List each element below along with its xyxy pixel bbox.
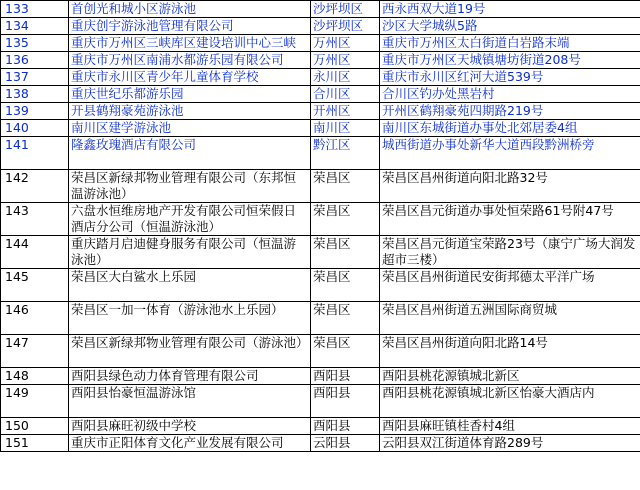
district-cell: 荣昌区 [311, 335, 380, 368]
row-number-cell: 138 [1, 86, 69, 103]
address-cell: 城西街道办事处新华大道西段黔洲桥旁 [380, 137, 640, 170]
row-number-cell: 148 [1, 368, 69, 385]
row-number-cell: 149 [1, 385, 69, 418]
venue-name-cell: 酉阳县麻旺初级中学校 [69, 418, 311, 435]
venue-name-cell: 六盘水恒维房地产开发有限公司恒荣假日酒店分公司（恒温游泳池） [69, 203, 311, 236]
row-number-cell: 139 [1, 103, 69, 120]
table-row [1, 203, 640, 236]
district-cell: 荣昌区 [311, 170, 380, 203]
address-cell: 重庆市万州区天城镇塘坊街道208号 [380, 52, 640, 69]
venue-name-cell: 重庆市永川区青少年儿童体育学校 [69, 69, 311, 86]
table-row [1, 137, 640, 170]
table-row [1, 368, 640, 385]
address-cell: 开州区鹤翔豪苑四期路219号 [380, 103, 640, 120]
row-number-cell: 134 [1, 18, 69, 35]
table-row [1, 69, 640, 86]
table-row [1, 86, 640, 103]
address-cell: 云阳县双江街道体育路289号 [380, 435, 640, 452]
table-row [1, 335, 640, 368]
venue-name-cell: 隆鑫玫瑰酒店有限公司 [69, 137, 311, 170]
venue-name-cell: 酉阳县怡豪恒温游泳馆 [69, 385, 311, 418]
district-cell: 合川区 [311, 86, 380, 103]
table-row [1, 385, 640, 418]
address-cell: 南川区东城街道办事处北郊居委4组 [380, 120, 640, 137]
venue-name-cell: 荣昌区大白鲨水上乐园 [69, 269, 311, 302]
row-number-cell: 143 [1, 203, 69, 236]
venue-name-cell: 首创光和城小区游泳池 [69, 1, 311, 18]
row-number-cell: 137 [1, 69, 69, 86]
row-number-cell: 140 [1, 120, 69, 137]
address-cell: 酉阳县桃花源镇城北新区 [380, 368, 640, 385]
district-cell: 开州区 [311, 103, 380, 120]
district-cell: 南川区 [311, 120, 380, 137]
district-cell: 黔江区 [311, 137, 380, 170]
venue-name-cell: 重庆市万州区三峡库区建设培训中心三峡 [69, 35, 311, 52]
address-cell: 合川区钓办处黑岩村 [380, 86, 640, 103]
table-row [1, 269, 640, 302]
address-cell: 酉阳县麻旺镇桂香村4组 [380, 418, 640, 435]
venue-name-cell: 酉阳县绿色动力体育管理有限公司 [69, 368, 311, 385]
address-cell: 酉阳县桃花源镇城北新区怡豪大酒店内 [380, 385, 640, 418]
district-cell: 永川区 [311, 69, 380, 86]
row-number-cell: 141 [1, 137, 69, 170]
table-row [1, 435, 640, 452]
district-cell: 荣昌区 [311, 236, 380, 269]
venue-name-cell: 荣昌区一加一体育（游泳池水上乐园） [69, 302, 311, 335]
row-number-cell: 142 [1, 170, 69, 203]
district-cell: 荣昌区 [311, 269, 380, 302]
table-row [1, 103, 640, 120]
venue-name-cell: 南川区建学游泳池 [69, 120, 311, 137]
table-row [1, 236, 640, 269]
table-row [1, 18, 640, 35]
table-row [1, 170, 640, 203]
district-cell: 沙坪坝区 [311, 18, 380, 35]
address-cell: 荣昌区昌元街道宝荣路23号（康宁广场大润发超市三楼） [380, 236, 640, 269]
district-cell: 荣昌区 [311, 203, 380, 236]
venue-name-cell: 荣昌区新绿邦物业管理有限公司（东邦恒温游泳池） [69, 170, 311, 203]
row-number-cell: 145 [1, 269, 69, 302]
district-cell: 万州区 [311, 35, 380, 52]
row-number-cell: 133 [1, 1, 69, 18]
row-number-cell: 136 [1, 52, 69, 69]
address-cell: 荣昌区昌州街道五洲国际商贸城 [380, 302, 640, 335]
table-row [1, 120, 640, 137]
district-cell: 万州区 [311, 52, 380, 69]
row-number-cell: 135 [1, 35, 69, 52]
venue-name-cell: 重庆创宇游泳池管理有限公司 [69, 18, 311, 35]
venue-name-cell: 重庆世纪乐都游乐园 [69, 86, 311, 103]
row-number-cell: 146 [1, 302, 69, 335]
venue-name-cell: 重庆市万州区南浦水都游乐园有限公司 [69, 52, 311, 69]
district-cell: 云阳县 [311, 435, 380, 452]
venue-name-cell: 重庆踏月启迪健身服务有限公司（恒温游泳池） [69, 236, 311, 269]
address-cell: 荣昌区昌州街道向阳北路32号 [380, 170, 640, 203]
table-row [1, 1, 640, 18]
row-number-cell: 151 [1, 435, 69, 452]
table-row [1, 302, 640, 335]
address-cell: 重庆市万州区太白街道白岩路末端 [380, 35, 640, 52]
address-cell: 荣昌区昌州街道民安街邦德太平洋广场 [380, 269, 640, 302]
district-cell: 酉阳县 [311, 385, 380, 418]
table-row [1, 418, 640, 435]
table-row [1, 35, 640, 52]
address-cell: 重庆市永川区红河大道539号 [380, 69, 640, 86]
venue-name-cell: 荣昌区新绿邦物业管理有限公司（游泳池） [69, 335, 311, 368]
address-cell: 荣昌区昌元街道办事处恒荣路61号附47号 [380, 203, 640, 236]
address-cell: 沙区大学城纵5路 [380, 18, 640, 35]
venue-name-cell: 开县鹤翔豪苑游泳池 [69, 103, 311, 120]
table-row [1, 52, 640, 69]
address-cell: 荣昌区昌州街道向阳北路14号 [380, 335, 640, 368]
venue-name-cell: 重庆市正阳体育文化产业发展有限公司 [69, 435, 311, 452]
table-body [1, 1, 640, 452]
row-number-cell: 144 [1, 236, 69, 269]
district-cell: 酉阳县 [311, 418, 380, 435]
row-number-cell: 147 [1, 335, 69, 368]
district-cell: 沙坪坝区 [311, 1, 380, 18]
address-cell: 西永西双大道19号 [380, 1, 640, 18]
district-cell: 荣昌区 [311, 302, 380, 335]
row-number-cell: 150 [1, 418, 69, 435]
district-cell: 酉阳县 [311, 368, 380, 385]
